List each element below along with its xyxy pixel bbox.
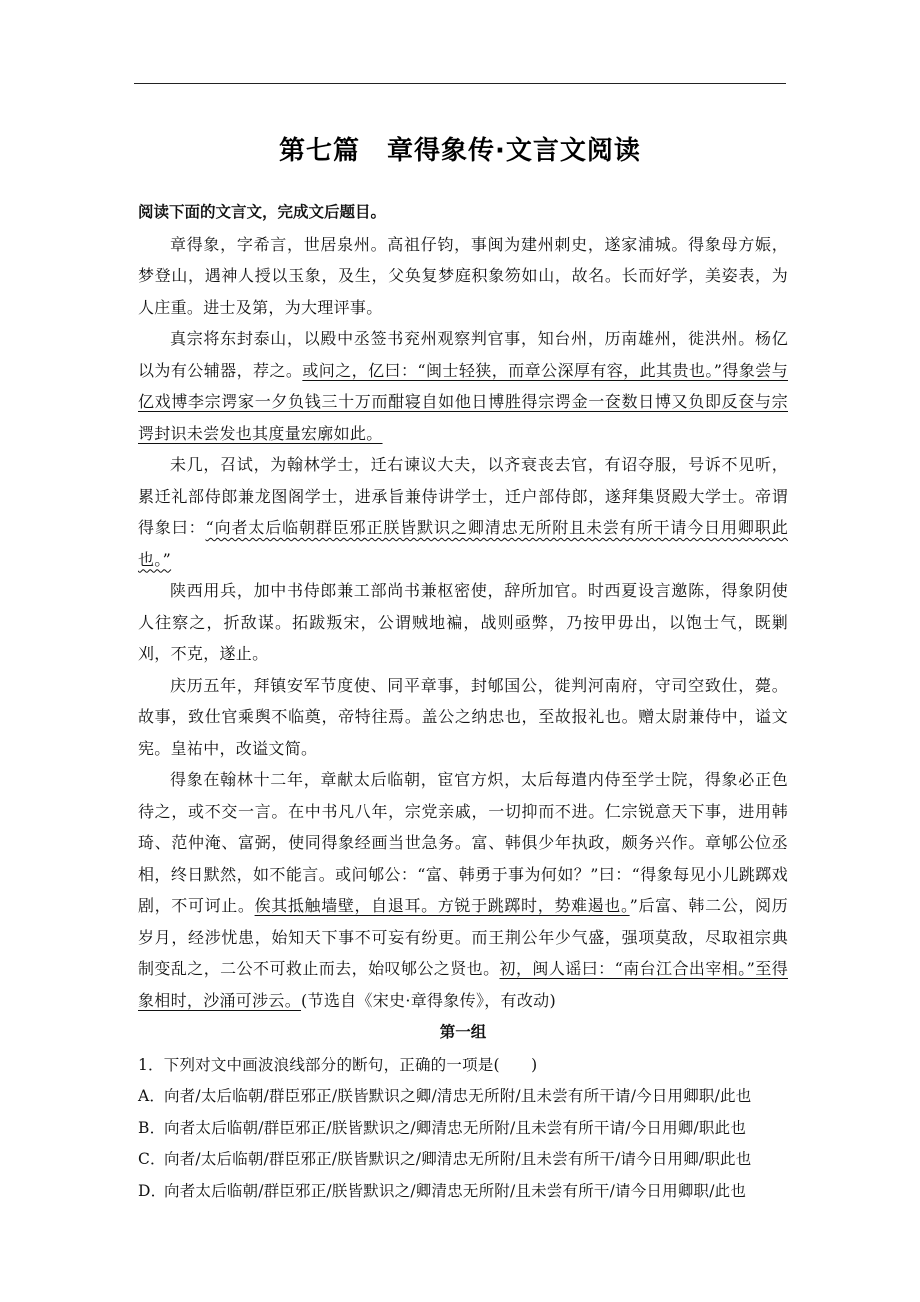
paragraph-2-text: 真宗将东封泰山，以殿中丞签书兖州观察判官事，知台州，历南雄州，徙洪州。杨亿以为有公辅器，荐之。	[138, 329, 788, 380]
paragraph-3-text: 未几，召试，为翰林学士，迁右谏议大夫，以齐衰丧去官，有诏夺服，号诉不见听，累迁礼部侍郎兼龙图阁学士，进承旨兼侍讲学士，迁户部侍郎，遂拜集贤殿大学士。帝谓得象曰：	[138, 455, 788, 537]
underlined-passage-3: 初，闽人谣曰：“南台江合出宰相。”至得象相时，沙涌可涉云。	[138, 959, 788, 1010]
wavy-underlined-passage: “向者太后临朝群臣邪正朕皆默识之卿清忠无所附且未尝有所干请今日用卿职此也。”	[138, 518, 788, 569]
option-letter: D．	[138, 1181, 167, 1200]
instruction: 阅读下面的文言文，完成文后题目。	[138, 203, 387, 221]
paragraph-2	[138, 323, 788, 449]
question-stem: 1．下列对文中画波浪线部分的断句，正确的一项是( )	[138, 1055, 538, 1074]
option-d	[138, 1176, 788, 1208]
underlined-passage-1: 或问之，亿曰：“闽士轻狭，而章公深厚有容，此其贵也。”得象尝与亿戏博李宗谔家一夕负钱三十万而酣寝自如他日博胜得宗谔金一奁数日博又负即反奁与宗谔封识未尝发也其度量宏廓如此。	[138, 360, 788, 443]
option-a	[138, 1081, 788, 1113]
paragraph-6-text-b: ”后富、韩二公，阅历岁月，经涉忧患，始知天下事不可妄有纷更。而王荆公年少气盛，强项莫敌，尽取祖宗典制变乱之，二公不可救止而去，始叹郇公之贤也。	[138, 896, 788, 978]
option-letter: B．	[138, 1118, 166, 1137]
option-text: 向者太后临朝/群臣邪正/朕皆默识之/卿清忠无所附/且未尝有所干请/今日用卿/职此也	[164, 1118, 747, 1137]
paragraph-4: 陕西用兵，加中书侍郎兼工部尚书兼枢密使，辞所加官。时西夏设言邀陈，得象阴使人往察之，折敌谋。拓跋叛宋，公谓贼地褊，战则亟弊，乃按甲毋出，以饱士气，既剿刈，不克，遂止。	[138, 581, 788, 663]
page-title: 第七篇 章得象传·文言文阅读	[279, 136, 641, 166]
option-text: 向者/太后临朝/群臣邪正/朕皆默识之/卿清忠无所附/且未尝有所干/请今日用卿/职此也	[164, 1150, 752, 1168]
option-text: 向者/太后临朝/群臣邪正/朕皆默识之卿/清忠无所附/且未尝有所干请/今日用卿职/此也	[164, 1087, 752, 1105]
paragraph-3	[138, 449, 788, 575]
option-b	[138, 1113, 788, 1145]
paragraph-6	[138, 764, 788, 1016]
option-letter: C．	[138, 1150, 166, 1168]
underlined-passage-2: 俟其抵触墙壁，自退耳。方锐于跳踯时，势难遏也。	[254, 896, 630, 915]
document-body	[138, 197, 788, 1207]
group-title: 第一组	[439, 1023, 487, 1041]
source-note: (节选自《宋史·章得象传》，有改动)	[301, 990, 556, 1010]
paragraph-5: 庆历五年，拜镇安军节度使、同平章事，封郇国公，徙判河南府，守司空致仕，薨。故事，致仕官乘舆不临奠，帝特往焉。盖公之纳忠也，至故报礼也。赠太尉兼侍中，谥文宪。皇祐中，改谥文简。	[138, 675, 788, 758]
top-rule	[134, 83, 786, 84]
paragraph-6-text-a: 得象在翰林十二年，章献太后临朝，宦官方炽，太后每遣内侍至学士院，得象必正色待之，或不交一言。在中书凡八年，宗党亲戚，一切抑而不进。仁宗锐意天下事，进用韩琦、范仲淹、富弼，使同得象经画当世急务。富、韩俱少年执政，颇务兴作。章郇公位丞相，终日默然，如不能言。或问郇公：“富、韩勇于事为何如？”曰：“得象每见小儿跳踯戏剧，不可诃止。	[138, 770, 788, 915]
paragraph-1: 章得象，字希言，世居泉州。高祖仔钧，事闽为建州刺史，遂家浦城。得象母方娠，梦登山，遇神人授以玉象，及生，父奂复梦庭积象笏如山，故名。长而好学，美姿表，为人庄重。进士及第，为大理评事。	[138, 234, 788, 317]
option-c	[138, 1144, 788, 1176]
option-letter: A．	[138, 1087, 166, 1105]
option-text: 向者太后临朝/群臣邪正/朕皆默识之/卿清忠无所附/且未尝有所干/请今日用卿职/此也	[164, 1181, 747, 1200]
